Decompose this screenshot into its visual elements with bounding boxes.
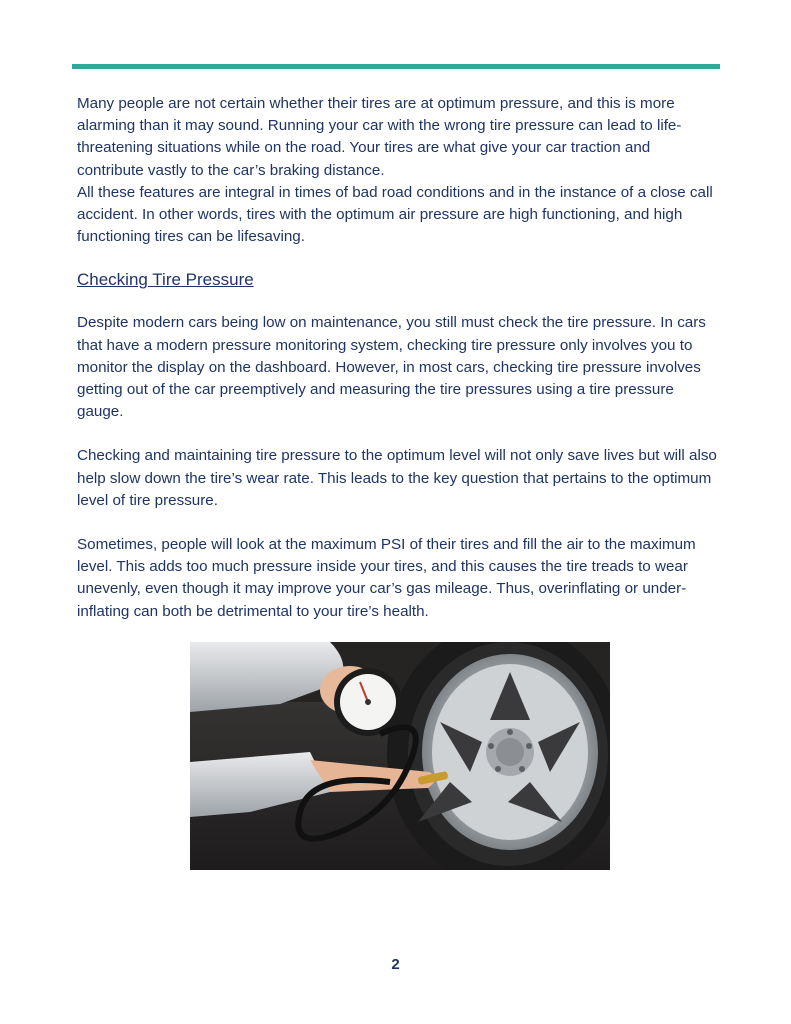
page-number: 2 — [391, 956, 400, 973]
section-heading: Checking Tire Pressure — [77, 270, 254, 290]
body-paragraph-3: Sometimes, people will look at the maximum PSI of their tires and fill the air to the maximum level. This adds too much pressure inside your tires, and this causes the tire treads to wear unevenly, even though it may improve your car’s gas mileage. Thus, overinflating or under-inflating can both be detrimental to your tire’s health. — [77, 536, 696, 620]
article-body — [77, 93, 721, 623]
tire-pressure-gauge-photo — [190, 642, 610, 870]
intro-paragraph-1: Many people are not certain whether their tires are at optimum pressure, and this is more alarming than it may sound. Running your car with the wrong tire pressure can lead to life-threatening situations while on the road. Your tires are what give your car traction and contribute vastly to the car’s braking distance. — [77, 95, 682, 179]
intro-paragraph-2: All these features are integral in times of bad road conditions and in the instance of a close call accident. In other words, tires with the optimum air pressure are high functioning, and high functioning tires can be lifesaving. — [77, 183, 713, 246]
top-accent-rule — [72, 64, 720, 69]
body-paragraph-2: Checking and maintaining tire pressure to the optimum level will not only save lives but will also help slow down the tire’s wear rate. This leads to the key question that pertains to the optimum level of tire pressure. — [77, 447, 717, 509]
body-paragraph-1: Despite modern cars being low on maintenance, you still must check the tire pressure. In cars that have a modern pressure monitoring system, checking tire pressure only involves you to monitor the display on the dashboard. However, in most cars, checking tire pressure involves getting out of the car preemptively and measuring the tire pressures using a tire pressure gauge. — [77, 314, 706, 421]
